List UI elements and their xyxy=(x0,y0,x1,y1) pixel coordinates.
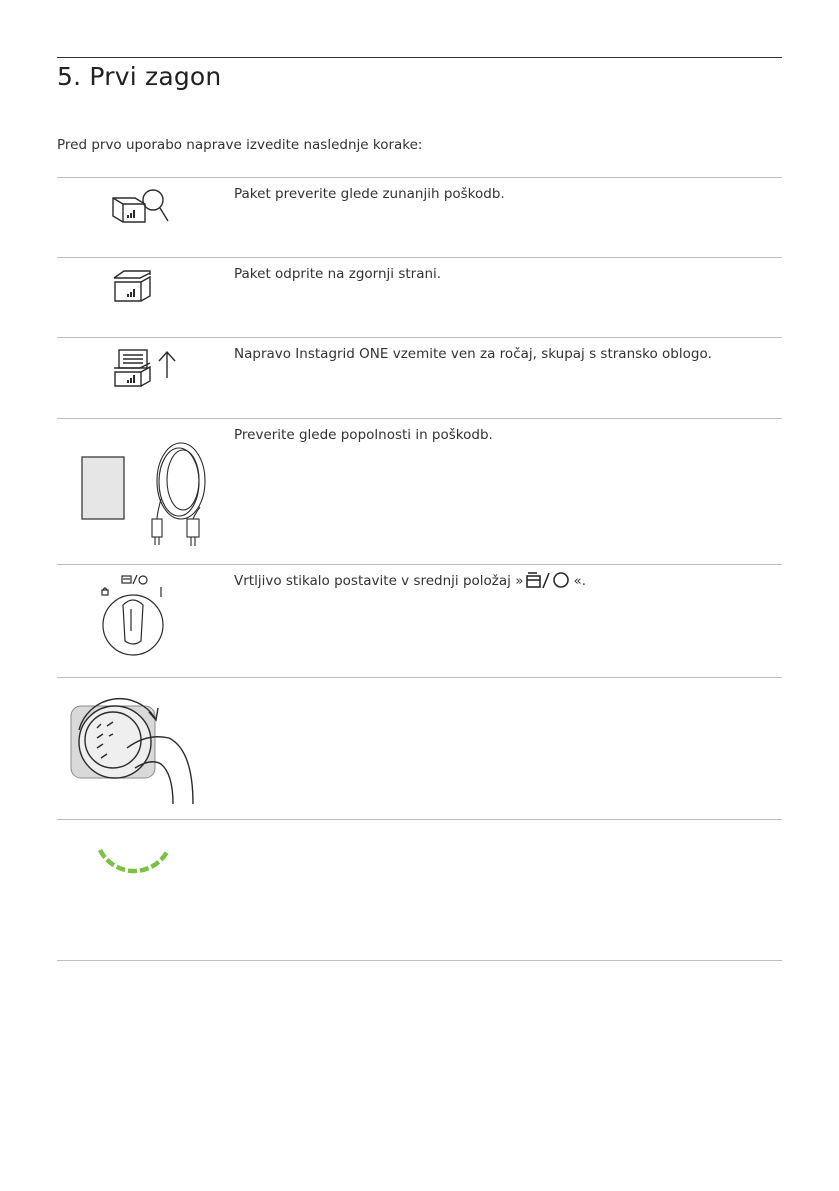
step-text: Preverite glede popolnosti in poškodb. xyxy=(234,427,493,443)
page-title: 5. Prvi zagon xyxy=(57,62,222,91)
manual-and-cable-icon xyxy=(57,419,227,564)
step-text: Paket odprite na zgornji strani. xyxy=(234,266,442,282)
step-text: Napravo Instagrid ONE vzemite ven za ročaj, skupaj s stransko oblogo. xyxy=(234,346,712,362)
step-row-check-package xyxy=(57,177,782,257)
intro-text: Pred prvo uporabo naprave izvedite naslednje korake: xyxy=(57,137,423,153)
open-box-icon xyxy=(57,258,227,337)
manual-booklet xyxy=(82,457,124,519)
step-row-charging-ring xyxy=(57,819,782,961)
unbox-device-icon xyxy=(57,338,227,418)
step-row-plug-in xyxy=(57,677,782,819)
plug-in-icon xyxy=(57,678,227,819)
top-rule xyxy=(57,57,782,58)
step-row-take-out-device xyxy=(57,337,782,418)
rotary-switch-icon xyxy=(57,565,227,677)
step-row-check-completeness xyxy=(57,418,782,564)
charging-ring-icon xyxy=(57,820,227,960)
box-magnifier-icon xyxy=(57,178,227,257)
step-row-open-package xyxy=(57,257,782,337)
steps-table xyxy=(57,177,782,961)
step-text: Vrtljivo stikalo postavite v srednji položaj » «. xyxy=(234,573,587,589)
middle-position-symbol-icon xyxy=(525,571,571,589)
step-row-rotary-switch xyxy=(57,564,782,677)
step-text: Paket preverite glede zunanjih poškodb. xyxy=(234,186,505,202)
